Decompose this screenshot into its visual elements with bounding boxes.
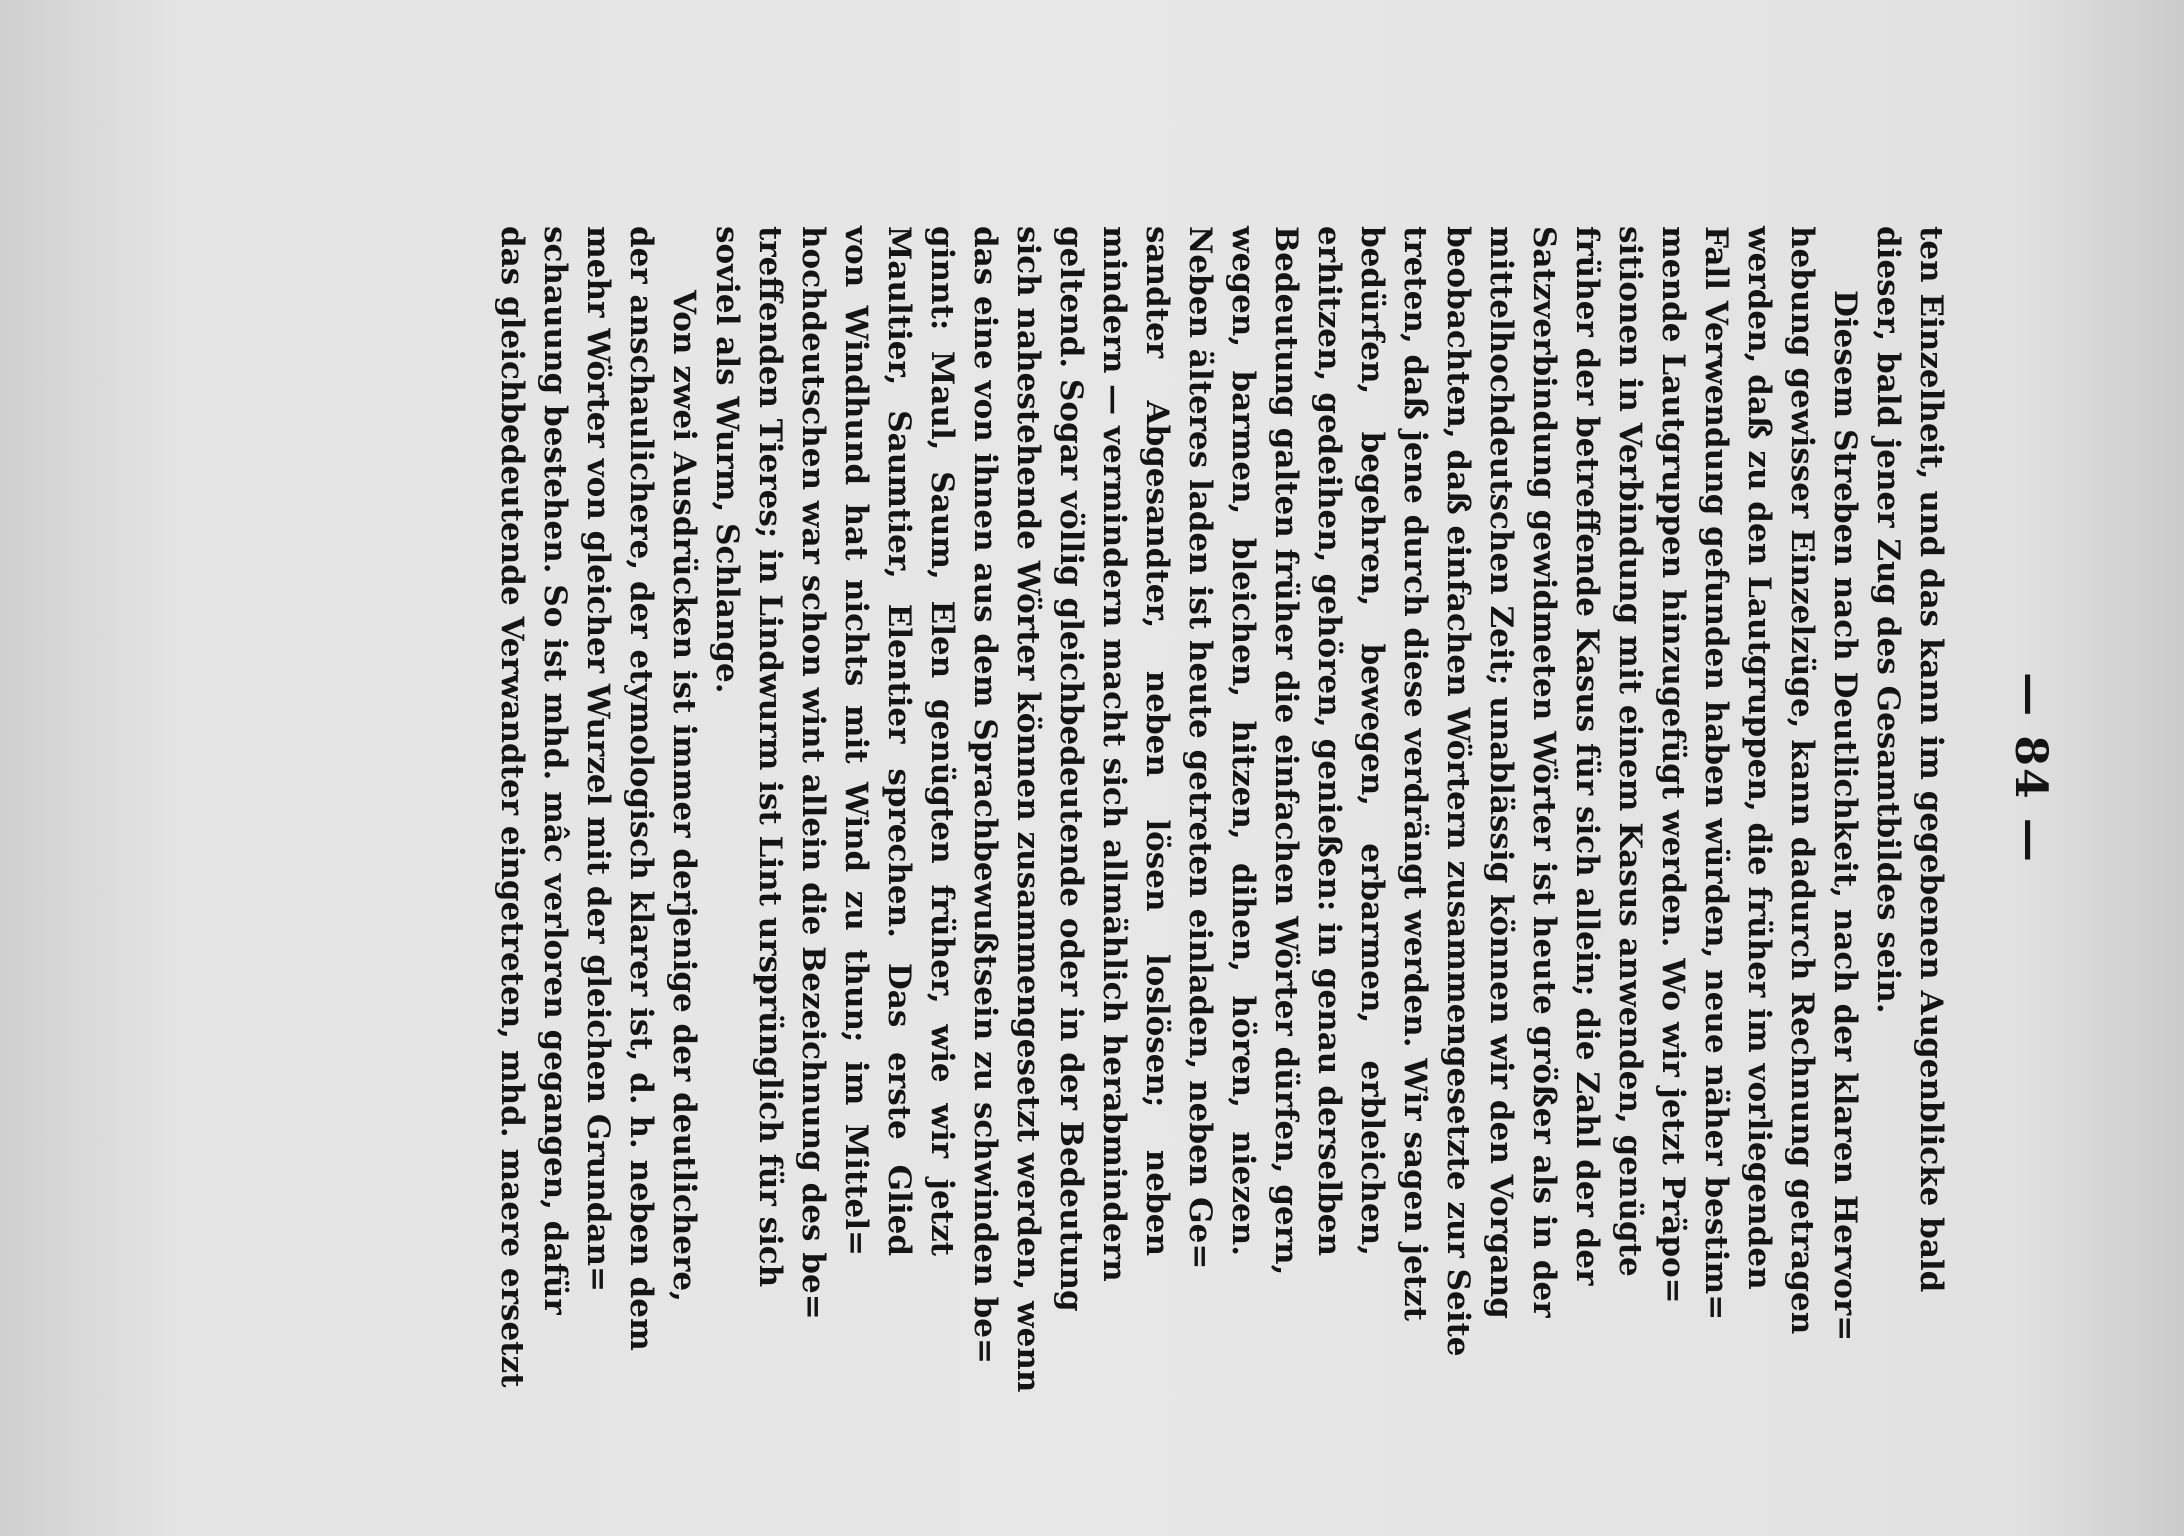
text-line: sich nahestehende Wörter können zusammengesetzt werden, wenn (1010, 226, 1046, 1393)
text-line: Fall Verwendung gefunden haben würden, neue näher bestim= (1698, 226, 1734, 1321)
body-text (490, 226, 1952, 1393)
text-line: mehr Wörter von gleicher Wurzel mit der gleichen Grundan= (580, 226, 616, 1293)
text-line: Maultier, Saumtier, Elentier sprechen. Das erste Glied (881, 226, 917, 1256)
text-line: das gleichbedeutende Verwandter eingetreten, mhd. maere ersetzt (494, 226, 530, 1388)
text-line: mittelhochdeutschen Zeit; unablässig können wir den Vorgang (1483, 226, 1519, 1319)
text-line: hochdeutschen war schon wint allein die Bezeichnung des be= (795, 226, 831, 1320)
page-number: — 84 — (2005, 672, 2056, 864)
text-line: von Windhund hat nichts mit Wind zu thun; im Mittel= (838, 226, 874, 1256)
text-line: beobachten, daß einfachen Wörtern zusammengesetzte zur Seite (1440, 226, 1476, 1357)
text-line: sitionen in Verbindung mit einem Kasus anwenden, genügte (1612, 226, 1648, 1277)
text-line: geltend. Sogar völlig gleichbedeutende oder in der Bedeutung (1053, 226, 1089, 1312)
text-line: mende Lautgruppen hinzugefügt werden. Wo wir jetzt Präpo= (1655, 226, 1691, 1304)
text-line: Bedeutung galten früher die einfachen Wörter dürfen, gern, (1268, 226, 1304, 1276)
text-line: Neben älteres laden ist heute getreten einladen, neben Ge= (1182, 226, 1218, 1270)
text-line: Von zwei Ausdrücken ist immer derjenige der deutlichere, (666, 290, 702, 1302)
text-line: ten Einzelheit, und das kann im gegebenen Augenblicke bald (1913, 226, 1949, 1293)
text-line: dieser, bald jener Zug des Gesamtbildes sein. (1870, 226, 1906, 1014)
text-line: Diesem Streben nach Deutlichkeit, nach der klaren Hervor= (1827, 290, 1863, 1342)
text-line: werden, daß zu den Lautgruppen, die früher im vorliegenden (1741, 226, 1777, 1290)
text-line: schauung bestehen. So ist mhd. mâc verloren gegangen, dafür (537, 226, 573, 1315)
text-line: ginnt: Maul, Saum, Elen genügten früher, wie wir jetzt (924, 226, 960, 1256)
text-line: sandter Abgesandter, neben lösen loslösen; neben (1139, 226, 1175, 1256)
text-line: früher der betreffende Kasus für sich allein; die Zahl der der (1569, 226, 1605, 1286)
text-line: bedürfen, begehren, bewegen, erbarmen, erbleichen, (1354, 226, 1390, 1256)
text-line: Satzverbindung gewidmeten Wörter ist heute größer als in der (1526, 226, 1562, 1318)
text-line: hebung gewisser Einzelzüge, kann dadurch Rechnung getragen (1784, 226, 1820, 1335)
text-line: treffenden Tieres; in Lindwurm ist Lint ursprünglich für sich (752, 226, 788, 1288)
text-line: wegen, barmen, bleichen, hitzen, dihen, hören, niezen. (1225, 226, 1261, 1256)
text-line: das eine von ihnen aus dem Sprachbewußtsein zu schwinden be= (967, 226, 1003, 1364)
text-line: erhitzen, gedeihen, gehören, genießen: in genau derselben (1311, 226, 1347, 1256)
text-line: der anschaulichere, der etymologisch klarer ist, d. h. neben dem (623, 226, 659, 1351)
text-line: mindern — vermindern macht sich allmählich herabmindern (1096, 226, 1132, 1282)
text-line: soviel als Wurm, Schlange. (709, 226, 745, 694)
text-line: treten, daß jene durch diese verdrängt werden. Wir sagen jetzt (1397, 226, 1433, 1321)
